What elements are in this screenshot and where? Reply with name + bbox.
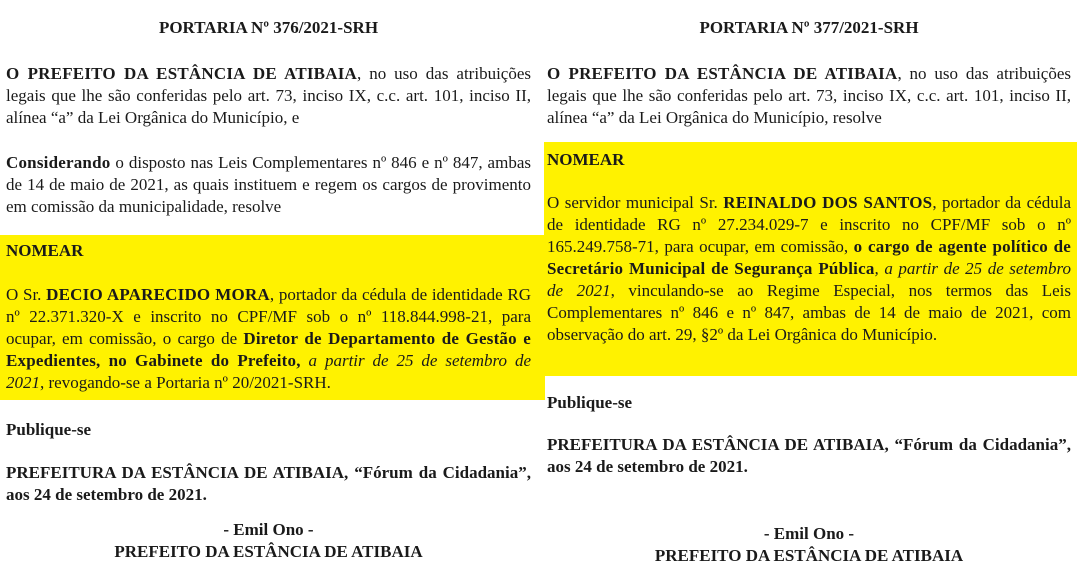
considerando-bold: Considerando: [6, 153, 111, 172]
signature-name: - Emil Ono -: [223, 520, 314, 539]
effective-date: a partir de 25 de setembro de 2021: [6, 351, 531, 392]
intro-paragraph: [547, 63, 1071, 129]
date-separator: ,: [874, 259, 885, 278]
prefeitura-paragraph: PREFEITURA DA ESTÂNCIA DE ATIBAIA, “Fórum da Cidadania”, aos 24 de setembro de 2021.: [547, 435, 1071, 476]
nomear-heading: NOMEAR: [547, 150, 625, 169]
considerando-text: o disposto nas Leis Complementares nº 846 e nº 847, ambas de 14 de maio de 2021, as quais instituem e regem os cargos de provimento em comissão da municipalidade, resolve: [6, 153, 531, 216]
prefeitura-paragraph: PREFEITURA DA ESTÂNCIA DE ATIBAIA, “Fórum da Cidadania”, aos 24 de setembro de 2021.: [6, 463, 531, 504]
considerando-paragraph: [6, 152, 531, 218]
nomeacao-text-2: , portador da cédula de identidade RG nº 27.234.029-7 e inscrito no CPF/MF sob o nº 165.249.758-71, para ocupar, em comissão,: [547, 193, 1071, 256]
publique-se: Publique-se: [6, 420, 92, 439]
nomear-heading: NOMEAR: [6, 241, 84, 260]
intro-text: , no uso das atribuições legais que lhe são conferidas pelo art. 73, inciso IX, c.c. art. 101, inciso II, alínea “a” da Lei Orgânica do Município, resolve: [547, 64, 1072, 127]
portaria-376-title: PORTARIA Nº 376/2021-SRH: [158, 18, 379, 37]
cargo-name: Diretor de Departamento de Gestão e Expedientes, no Gabinete do Prefeito,: [6, 329, 531, 370]
publique-se: Publique-se: [547, 393, 633, 412]
nomeacao-text-1: O servidor municipal Sr.: [547, 193, 724, 212]
nomeacao-paragraph: [547, 192, 1071, 346]
signature-name: - Emil Ono -: [763, 524, 855, 543]
nomeacao-text-3: , vinculando-se ao Regime Especial, nos termos das Leis Complementares nº 846 e nº 847, ambas de 14 de maio de 2021, com observação do art. 29, §2º da Lei Orgânica do Município.: [547, 281, 1071, 344]
intro-bold: O PREFEITO DA ESTÂNCIA DE ATIBAIA: [6, 64, 357, 83]
nomeacao-paragraph: [6, 284, 531, 394]
cargo-name: o cargo de agente político de Secretário Municipal de Segurança Pública: [547, 237, 1071, 278]
signature-title: PREFEITO DA ESTÂNCIA DE ATIBAIA: [114, 542, 423, 561]
nomeacao-text-2: , portador da cédula de identidade RG nº 22.371.320-X e inscrito no CPF/MF sob o nº 118.844.998-21, para ocupar, em comissão, o cargo de: [6, 285, 531, 348]
signature-title: PREFEITO DA ESTÂNCIA DE ATIBAIA: [654, 546, 964, 565]
nomeacao-text-3: , revogando-se a Portaria nº 20/2021-SRH.: [40, 373, 331, 392]
intro-paragraph: [6, 63, 531, 129]
intro-text: , no uso das atribuições legais que lhe são conferidas pelo art. 73, inciso IX, c.c. art. 101, inciso II, alínea “a” da Lei Orgânica do Município, e: [6, 64, 531, 127]
portaria-377-title: PORTARIA Nº 377/2021-SRH: [699, 18, 919, 37]
nomeado-name: DECIO APARECIDO MORA: [46, 285, 270, 304]
nomeacao-text-1: O Sr.: [6, 285, 47, 304]
nomeado-name: REINALDO DOS SANTOS: [723, 193, 933, 212]
effective-date: a partir de 25 de setembro de 2021: [547, 259, 1071, 300]
intro-bold: O PREFEITO DA ESTÂNCIA DE ATIBAIA: [547, 64, 898, 83]
